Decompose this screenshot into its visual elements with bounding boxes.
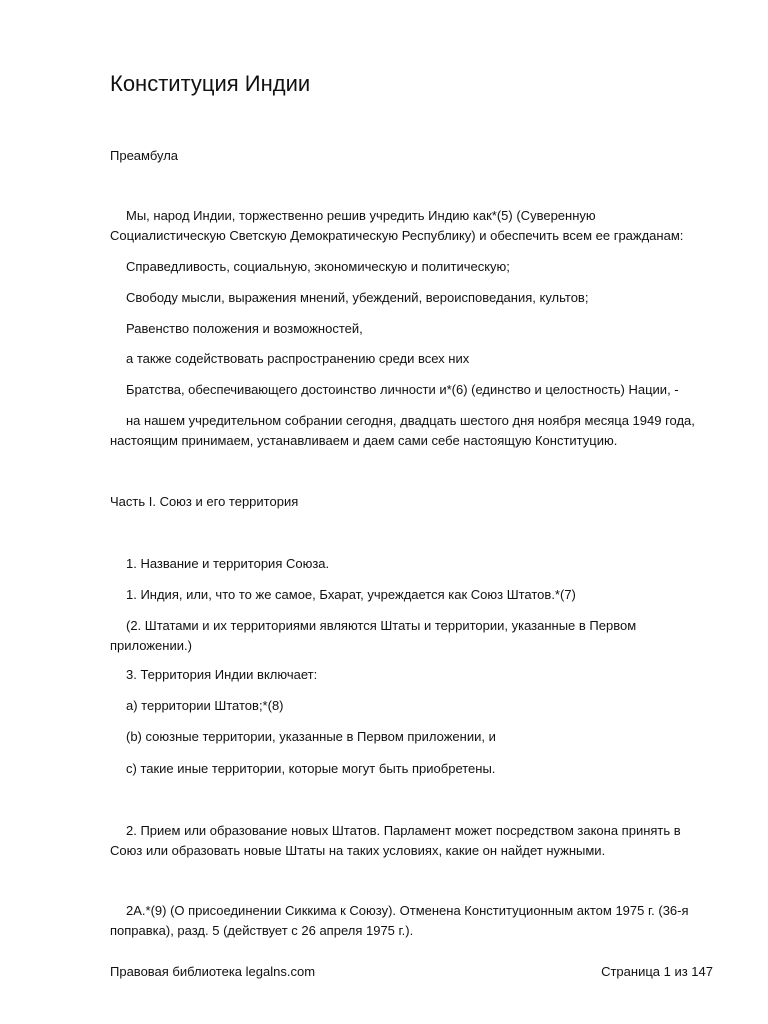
- article-2a-paragraph: 2А.*(9) (О присоединении Сиккима к Союзу). Отменена Конституционным актом 1975 г. (36-я поправка), разд. 5 (действует с 26 апреля 1975 г.).: [110, 903, 689, 938]
- footer-page-number: Страница 1 из 147: [601, 964, 713, 979]
- preamble-paragraph-3: Свободу мысли, выражения мнений, убеждений, вероисповедания, культов;: [126, 290, 589, 305]
- part1-paragraph-4: 3. Территория Индии включает:: [126, 667, 318, 682]
- part1-paragraph-7: c) такие иные территории, которые могут быть приобретены.: [126, 761, 496, 776]
- part1-paragraph-6: (b) союзные территории, указанные в Первом приложении, и: [126, 729, 496, 744]
- part1-paragraph-2: 1. Индия, или, что то же самое, Бхарат, учреждается как Союз Штатов.*(7): [126, 587, 576, 602]
- part1-heading: Часть I. Союз и его территория: [110, 494, 299, 509]
- preamble-paragraph-4: Равенство положения и возможностей,: [126, 321, 363, 336]
- preamble-paragraph-7: на нашем учредительном собрании сегодня, двадцать шестого дня ноября месяца 1949 года, настоящим принимаем, устанавливаем и даем сами себе настоящую Конституцию.: [110, 413, 695, 448]
- article-2-paragraph: 2. Прием или образование новых Штатов. Парламент может посредством закона принять в Союз или образовать новые Штаты на таких условиях, какие он найдет нужными.: [110, 823, 681, 858]
- preamble-paragraph-2: Справедливость, социальную, экономическую и политическую;: [126, 259, 510, 274]
- preamble-paragraph-5: а также содействовать распространению среди всех них: [126, 351, 470, 366]
- footer-source: Правовая библиотека legalns.com: [110, 964, 316, 979]
- part1-paragraph-3: (2. Штатами и их территориями являются Штаты и территории, указанные в Первом приложении.): [110, 618, 637, 653]
- part1-paragraph-1: 1. Название и территория Союза.: [126, 556, 330, 571]
- part1-paragraph-5: a) территории Штатов;*(8): [126, 698, 284, 713]
- preamble-heading: Преамбула: [110, 148, 179, 163]
- preamble-paragraph-6: Братства, обеспечивающего достоинство личности и*(6) (единство и целостность) Нации, -: [126, 382, 679, 397]
- preamble-paragraph-1: Мы, народ Индии, торжественно решив учредить Индию как*(5) (Суверенную Социалистическую Светскую Демократическую Республику) и обеспечить всем ее гражданам:: [110, 208, 684, 243]
- document-title: Конституция Индии: [110, 71, 311, 96]
